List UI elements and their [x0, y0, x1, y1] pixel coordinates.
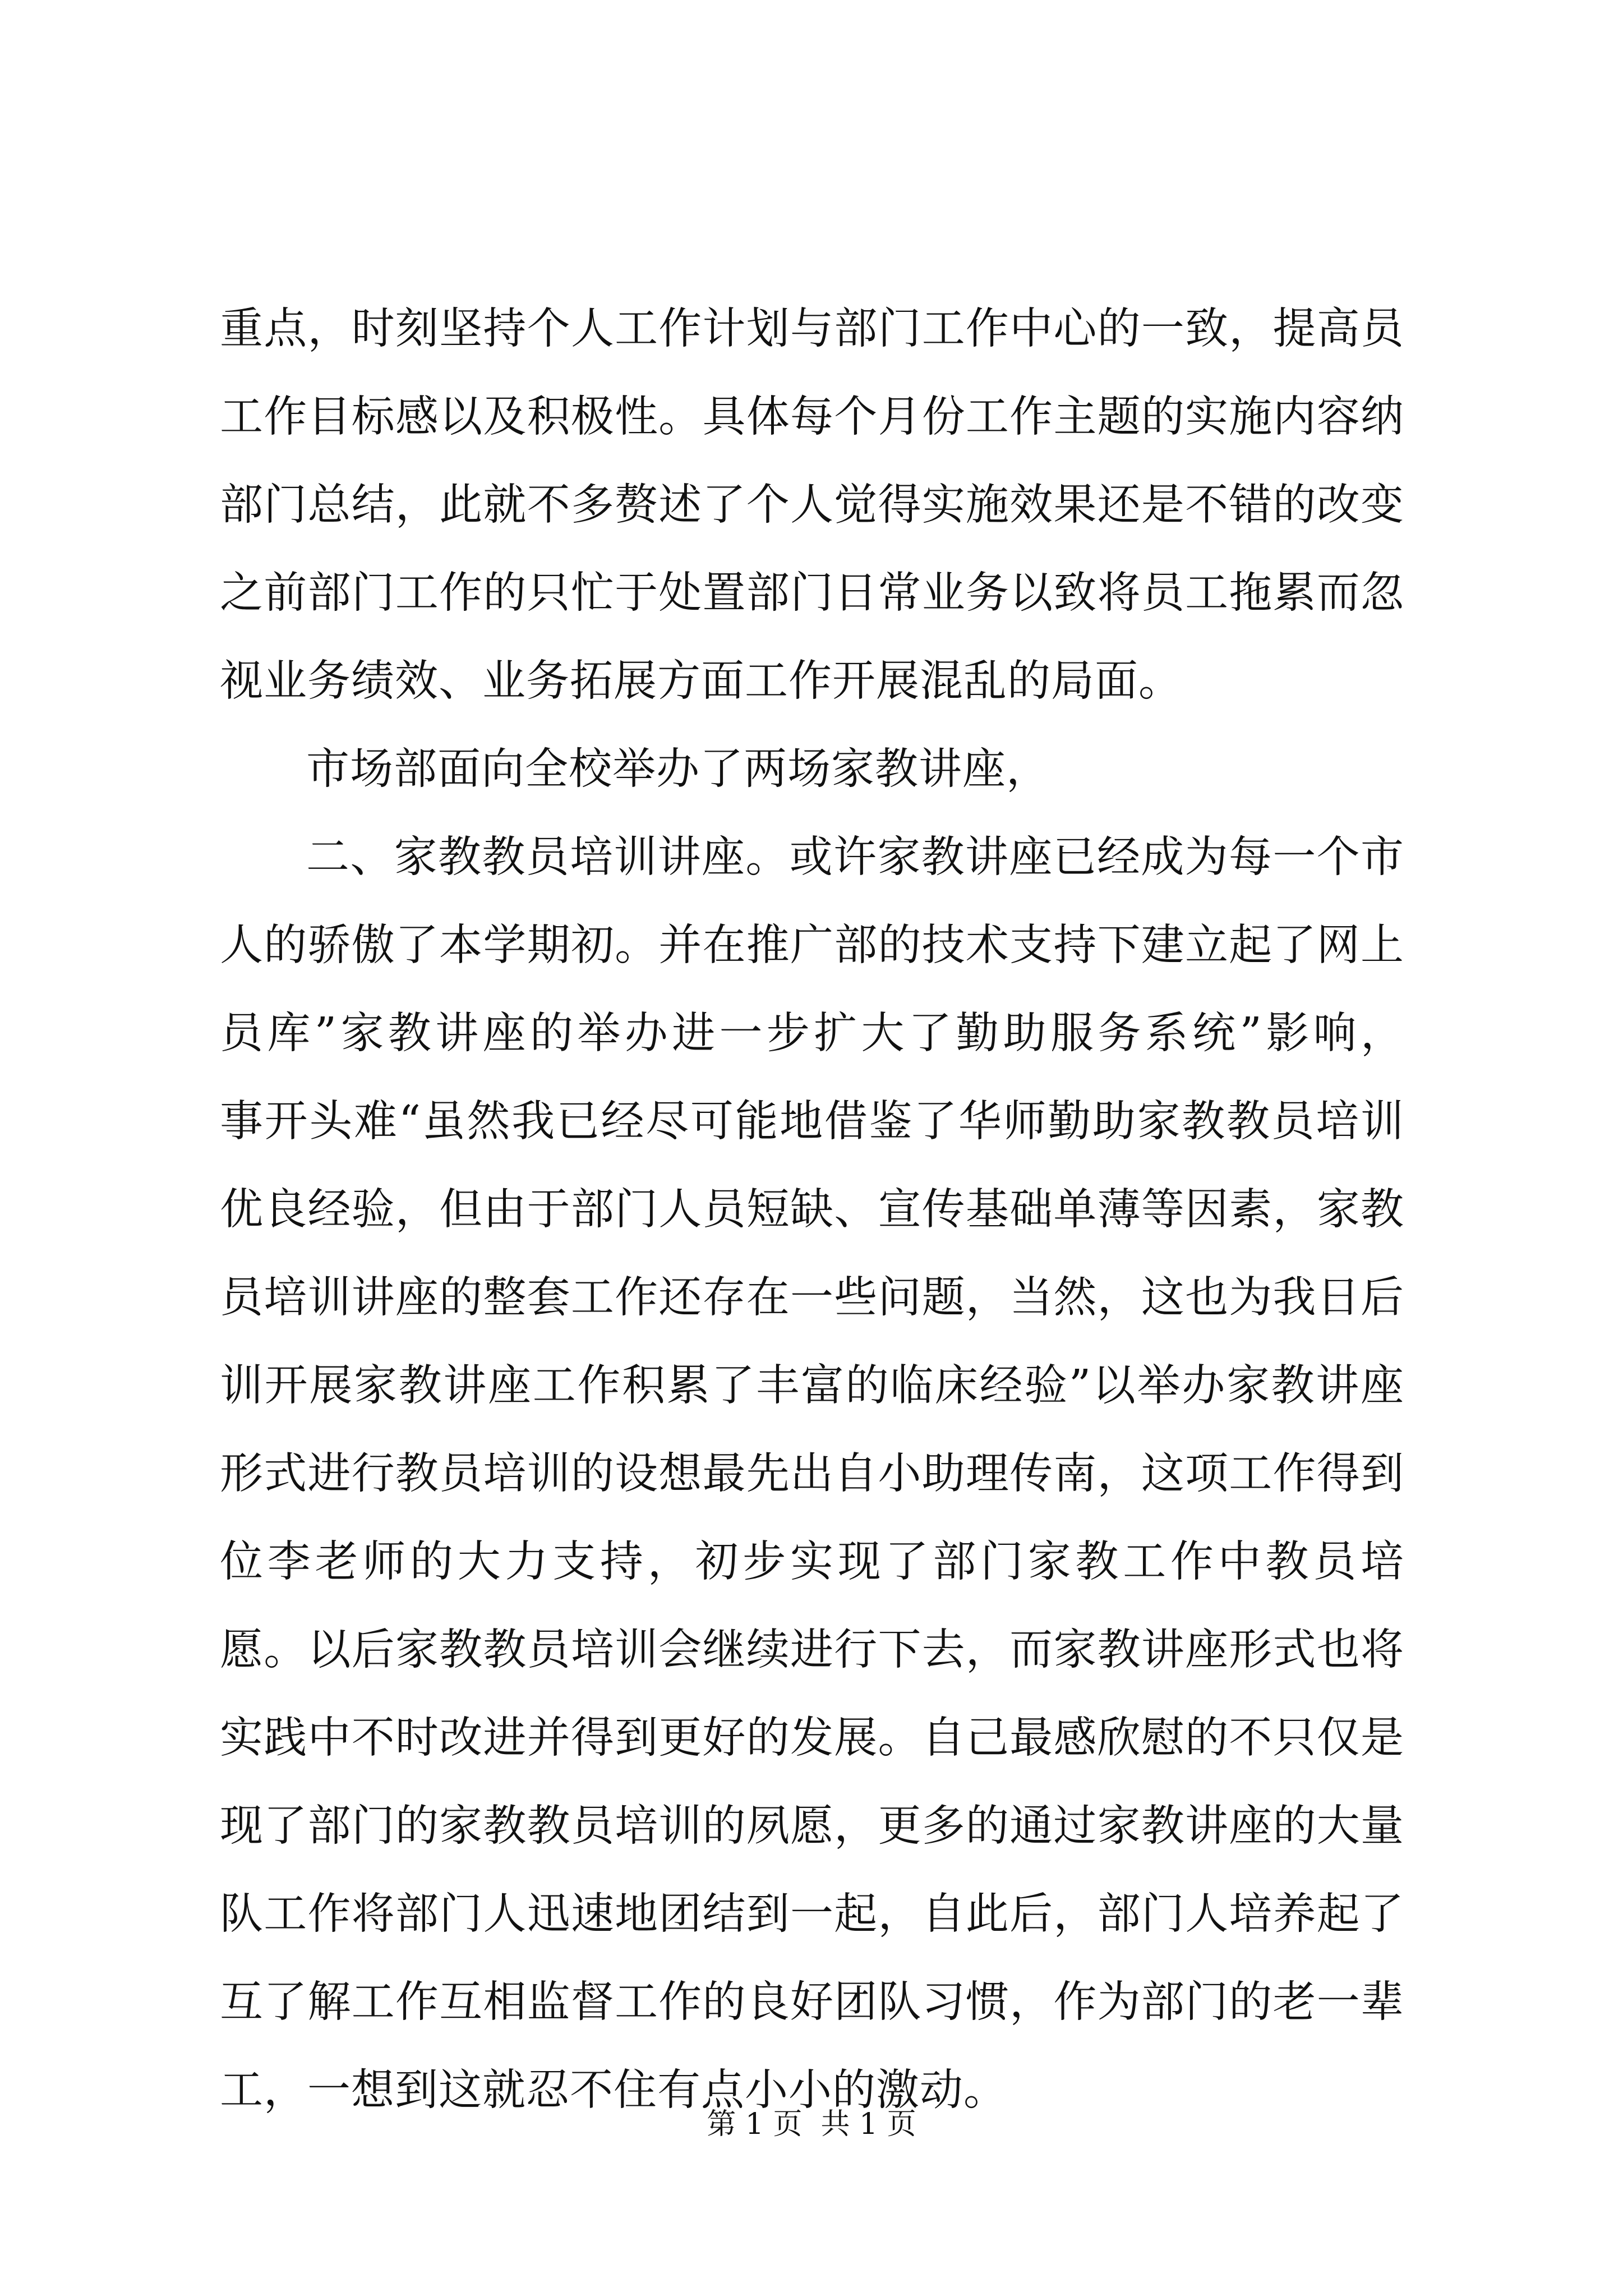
- text-line: 愿。以后家教教员培训会继续进行下去，而家教讲座形式也将: [220, 1625, 1404, 1675]
- text-line: 互了解工作互相监督工作的良好团队习惯，作为部门的老一辈: [220, 1977, 1404, 2027]
- text-line: 人的骄傲了本学期初。并在推广部的技术支持下建立起了网上: [220, 921, 1404, 970]
- text-line: 优良经验，但由于部门人员短缺、宣传基础单薄等因素，家教: [220, 1185, 1404, 1235]
- text-line: 形式进行教员培训的设想最先出自小助理传南，这项工作得到: [220, 1449, 1404, 1499]
- text-line: 实践中不时改进并得到更好的发展。自己最感欣慰的不只仅是: [220, 1713, 1404, 1763]
- page-footer: 第 1 页 共 1 页: [707, 2108, 916, 2141]
- text-line: 部门总结，此就不多赘述了个人觉得实施效果还是不错的改变: [220, 480, 1404, 530]
- text-line: 位李老师的大力支持，初步实现了部门家教工作中教员培: [220, 1537, 1404, 1587]
- text-line: 员库”家教讲座的举办进一步扩大了勤助服务系统”影响，: [220, 1009, 1404, 1059]
- document-body: [220, 285, 1404, 2134]
- text-line: 重点，时刻坚持个人工作计划与部门工作中心的一致，提高员: [220, 304, 1404, 354]
- text-line: 之前部门工作的只忙于处置部门日常业务以致将员工拖累而忽: [220, 568, 1404, 618]
- paragraph-first-line: 二、家教教员培训讲座。或许家教讲座已经成为每一个市: [306, 832, 1404, 882]
- text-line: 现了部门的家教教员培训的夙愿，更多的通过家教讲座的大量: [220, 1801, 1404, 1851]
- text-line: 员培训讲座的整套工作还存在一些问题，当然，这也为我日后: [220, 1273, 1404, 1323]
- text-line: 事开头难“虽然我已经尽可能地借鉴了华师勤助家教教员培训: [220, 1097, 1404, 1147]
- text-line: 队工作将部门人迅速地团结到一起，自此后，部门人培养起了: [220, 1889, 1404, 1939]
- text-line: 工，一想到这就忍不住有点小小的激动。: [220, 2065, 1007, 2115]
- paragraph-first-line: 市场部面向全校举办了两场家教讲座，: [306, 744, 1050, 794]
- text-line: 视业务绩效、业务拓展方面工作开展混乱的局面。: [220, 656, 1182, 706]
- text-line: 工作目标感以及积极性。具体每个月份工作主题的实施内容纳: [220, 392, 1404, 442]
- text-line: 训开展家教讲座工作积累了丰富的临床经验”以举办家教讲座: [220, 1361, 1404, 1411]
